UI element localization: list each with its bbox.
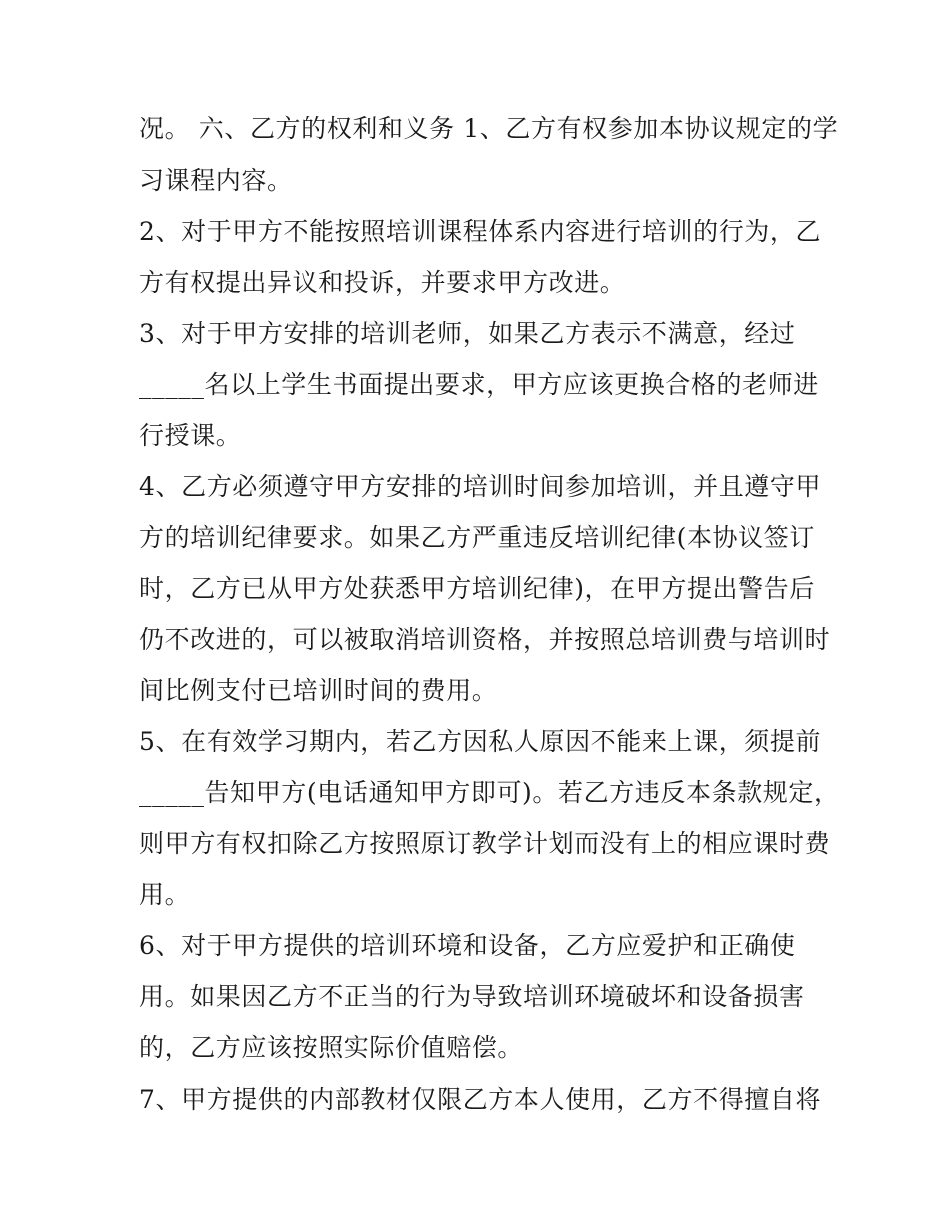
text-line: 间比例支付已培训时间的费用。 xyxy=(139,676,498,705)
text-line: 方有权提出异议和投诉，并要求甲方改进。 xyxy=(139,268,626,297)
text-line: 5、在有效学习期内，若乙方因私人原因不能来上课，须提前 xyxy=(139,727,822,756)
text-line: 用。 xyxy=(139,880,191,909)
text-line: 况。 六、乙方的权利和义务 1、乙方有权参加本协议规定的学 xyxy=(139,114,839,143)
text-line: 习课程内容。 xyxy=(139,166,293,195)
text-line: 4、乙方必须遵守甲方安排的培训时间参加培训，并且遵守甲 xyxy=(139,472,822,501)
text-line: 行授课。 xyxy=(139,421,242,450)
text-line: 的，乙方应该按照实际价值赔偿。 xyxy=(139,1033,524,1062)
text-line: 3、对于甲方安排的培训老师，如果乙方表示不满意，经过 xyxy=(139,319,796,348)
text-line: 则甲方有权扣除乙方按照原订教学计划而没有上的相应课时费 xyxy=(139,829,831,858)
text-line: _____名以上学生书面提出要求，甲方应该更换合格的老师进 xyxy=(139,370,819,399)
text-line: 仍不改进的，可以被取消培训资格，并按照总培训费与培训时 xyxy=(139,625,831,654)
text-line: 6、对于甲方提供的培训环境和设备，乙方应爱护和正确使 xyxy=(139,931,796,960)
text-line: 方的培训纪律要求。如果乙方严重违反培训纪律(本协议签订 xyxy=(139,523,815,552)
text-line: _____告知甲方(电话通知甲方即可)。若乙方违反本条款规定， xyxy=(139,778,840,807)
text-line: 7、甲方提供的内部教材仅限乙方本人使用，乙方不得擅自将 xyxy=(139,1085,822,1114)
text-line: 时，乙方已从甲方处获悉甲方培训纪律)，在甲方提出警告后 xyxy=(139,574,815,603)
text-line: 2、对于甲方不能按照培训课程体系内容进行培训的行为，乙 xyxy=(139,217,822,246)
text-line: 用。如果因乙方不正当的行为导致培训环境破坏和设备损害 xyxy=(139,982,805,1011)
